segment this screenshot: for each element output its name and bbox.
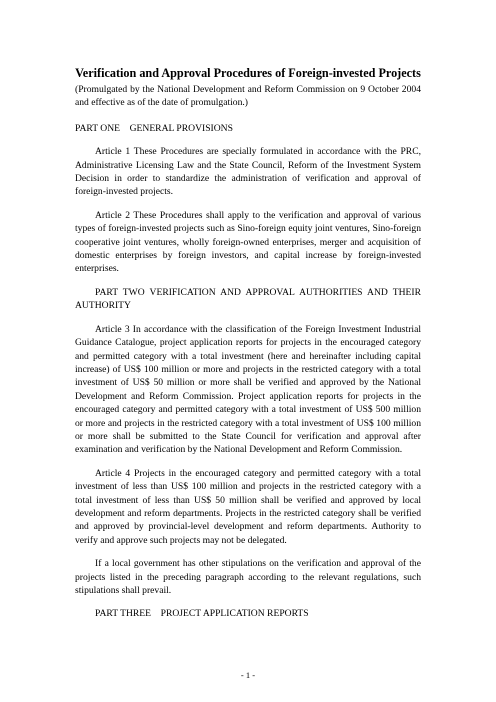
part-one-heading: PART ONE GENERAL PROVISIONS	[75, 122, 233, 134]
article-1: Article 1 These Procedures are specially formulated in accordance with the PRC, Administrative Licensing Law and the State Council, Reform of the Investment System Decision in order to standardize the administration of verification and approval of foreign-invested projects.	[75, 146, 421, 198]
article-4-paragraph-2: If a local government has other stipulations on the verification and approval of the projects listed in the preceding paragraph according to the relevant regulations, such stipulations shall prevail.	[75, 558, 421, 596]
page-number: - 1 -	[240, 670, 256, 680]
part-three-heading: PART THREE PROJECT APPLICATION REPORTS	[95, 608, 309, 620]
article-2: Article 2 These Procedures shall apply to the verification and approval of various types of foreign-invested projects such as Sino-foreign equity joint ventures, Sino-foreign cooperative joint ventures, wholly foreign-owned enterprises, merger and acquisition of domestic enterprises by foreign investors, and capital increase by foreign-invested enterprises.	[75, 209, 421, 275]
document-title: Verification and Approval Procedures of Foreign-invested Projects	[75, 66, 421, 80]
document-subtitle: (Promulgated by the National Development and Reform Commission on 9 October 2004 and effective as of the date of promulgation.)	[75, 84, 421, 109]
document-body	[75, 66, 421, 631]
article-3: Article 3 In accordance with the classification of the Foreign Investment Industrial Guidance Catalogue, project application reports for projects in the encouraged category and permitted category with a total investment (here and hereinafter including capital increase) of US$ 100 million or more and projects in the restricted category with a total investment of US$ 50 million or more shall be verified and approved by the National Development and Reform Commission. Project application reports for projects in the encouraged category and permitted category with a total investment of US$ 500 million or more and projects in the restricted category with a total investment of US$ 100 million or more shall be submitted to the State Council for verification and approval after examination and verification by the National Development and Reform Commission.	[75, 323, 421, 456]
article-4: Article 4 Projects in the encouraged category and permitted category with a total investment of less than US$ 100 million and projects in the restricted category with a total investment of less than US$ 50 million shall be verified and approved by local development and reform departments. Projects in the restricted category shall be verified and approved by provincial-level development and reform departments. Authority to verify and approve such projects may not be delegated.	[75, 467, 421, 546]
part-two-heading: PART TWO VERIFICATION AND APPROVAL AUTHORITIES AND THEIR AUTHORITY	[75, 286, 421, 312]
